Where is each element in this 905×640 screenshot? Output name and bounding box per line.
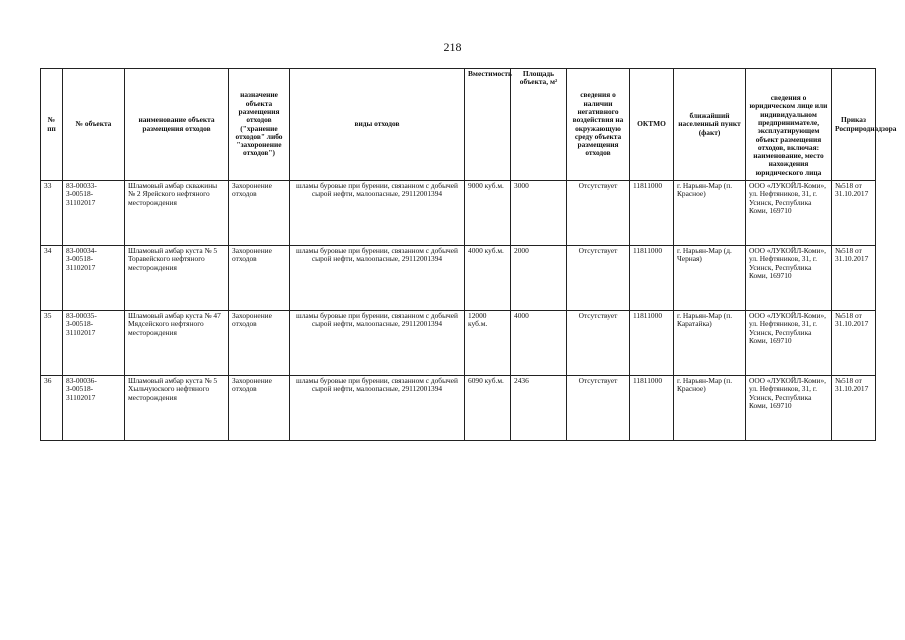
cell-impact: Отсутствует [567, 246, 630, 311]
cell-impact: Отсутствует [567, 181, 630, 246]
cell-object-name: Шламовый амбар куста № 5 Хыльчуюского нефтяного месторождения [125, 376, 229, 441]
header-area: Площадь объекта, м² [511, 69, 567, 181]
header-settlement: ближайший населенный пункт (факт) [674, 69, 746, 181]
cell-area: 2436 [511, 376, 567, 441]
cell-num: 36 [41, 376, 63, 441]
cell-oktmo: 11811000 [630, 311, 674, 376]
cell-num: 33 [41, 181, 63, 246]
header-object-name: наименование объекта размещения отходов [125, 69, 229, 181]
cell-object-id: 83-00035-З-00518-31102017 [63, 311, 125, 376]
cell-purpose: Захоронение отходов [229, 246, 290, 311]
cell-impact: Отсутствует [567, 311, 630, 376]
cell-num: 35 [41, 311, 63, 376]
cell-area: 3000 [511, 181, 567, 246]
cell-settlement: г. Нарьян-Мар (п. Каратайка) [674, 311, 746, 376]
header-num: № пп [41, 69, 63, 181]
header-impact: сведения о наличии негативного воздействия на окружающую среду объекта размещения отходов [567, 69, 630, 181]
table-row [41, 311, 876, 376]
cell-waste-type: шламы буровые при бурении, связанном с добычей сырой нефти, малоопасные, 29112001394 [290, 376, 465, 441]
cell-num: 34 [41, 246, 63, 311]
header-operator [746, 69, 832, 181]
header-oktmo: ОКТМО [630, 69, 674, 181]
cell-settlement: г. Нарьян-Мар (д. Черная) [674, 246, 746, 311]
table-row [41, 376, 876, 441]
cell-order: №518 от 31.10.2017 [832, 376, 876, 441]
cell-purpose: Захоронение отходов [229, 181, 290, 246]
cell-object-name: Шламовый амбар скважины № 2 Ярейского нефтяного месторождения [125, 181, 229, 246]
cell-settlement: г. Нарьян-Мар (п. Красное) [674, 376, 746, 441]
cell-capacity: 9000 куб.м. [465, 181, 511, 246]
header-purpose: назначение объекта размещения отходов ("хранение отходов" либо "захоронение отходов") [229, 69, 290, 181]
cell-waste-type: шламы буровые при бурении, связанном с добычей сырой нефти, малоопасные, 29112001394 [290, 181, 465, 246]
cell-oktmo: 11811000 [630, 246, 674, 311]
header-object-id: № объекта [63, 69, 125, 181]
cell-object-name: Шламовый амбар куста № 5 Торавейского нефтяного месторождения [125, 246, 229, 311]
cell-capacity: 6090 куб.м. [465, 376, 511, 441]
cell-settlement: г. Нарьян-Мар (п. Красное) [674, 181, 746, 246]
cell-object-name: Шламовый амбар куста № 47 Мядсейского нефтяного месторождения [125, 311, 229, 376]
cell-object-id: 83-00036-З-00518-31102017 [63, 376, 125, 441]
cell-capacity: 12000 куб.м. [465, 311, 511, 376]
cell-operator: ООО «ЛУКОЙЛ-Коми», ул. Нефтяников, 31, г. Усинск, Республика Коми, 169710 [746, 181, 832, 246]
cell-object-id: 83-00034-З-00518-31102017 [63, 246, 125, 311]
cell-purpose: Захоронение отходов [229, 311, 290, 376]
cell-area: 4000 [511, 311, 567, 376]
header-order: Приказ Росприроднадзора [832, 69, 876, 181]
page-number: 218 [443, 40, 462, 54]
cell-area: 2000 [511, 246, 567, 311]
cell-order: №518 от 31.10.2017 [832, 246, 876, 311]
cell-object-id: 83-00033-З-00518-31102017 [63, 181, 125, 246]
cell-purpose: Захоронение отходов [229, 376, 290, 441]
cell-waste-type: шламы буровые при бурении, связанном с добычей сырой нефти, малоопасные, 29112001394 [290, 311, 465, 376]
cell-oktmo: 11811000 [630, 181, 674, 246]
header-capacity: Вместимость [465, 69, 511, 181]
cell-operator: ООО «ЛУКОЙЛ-Коми», ул. Нефтяников, 31, г. Усинск, Республика Коми, 169710 [746, 376, 832, 441]
header-operator-text: сведения о юридическом лице или индивидуальном предпринимателе, эксплуатирующем объект размещения отходов, включая: наименование, место нахождения юридического лица [749, 93, 828, 177]
cell-order: №518 от 31.10.2017 [832, 181, 876, 246]
cell-operator: ООО «ЛУКОЙЛ-Коми», ул. Нефтяников, 31, г. Усинск, Республика Коми, 169710 [746, 246, 832, 311]
cell-oktmo: 11811000 [630, 376, 674, 441]
cell-capacity: 4000 куб.м. [465, 246, 511, 311]
cell-impact: Отсутствует [567, 376, 630, 441]
cell-order: №518 от 31.10.2017 [832, 311, 876, 376]
table-row [41, 246, 876, 311]
cell-waste-type: шламы буровые при бурении, связанном с добычей сырой нефти, малоопасные, 29112001394 [290, 246, 465, 311]
header-row [41, 69, 876, 181]
header-waste-type: виды отходов [290, 69, 465, 181]
table-row [41, 181, 876, 246]
waste-facility-registry-table [40, 68, 897, 441]
cell-operator: ООО «ЛУКОЙЛ-Коми», ул. Нефтяников, 31, г. Усинск, Республика Коми, 169710 [746, 311, 832, 376]
